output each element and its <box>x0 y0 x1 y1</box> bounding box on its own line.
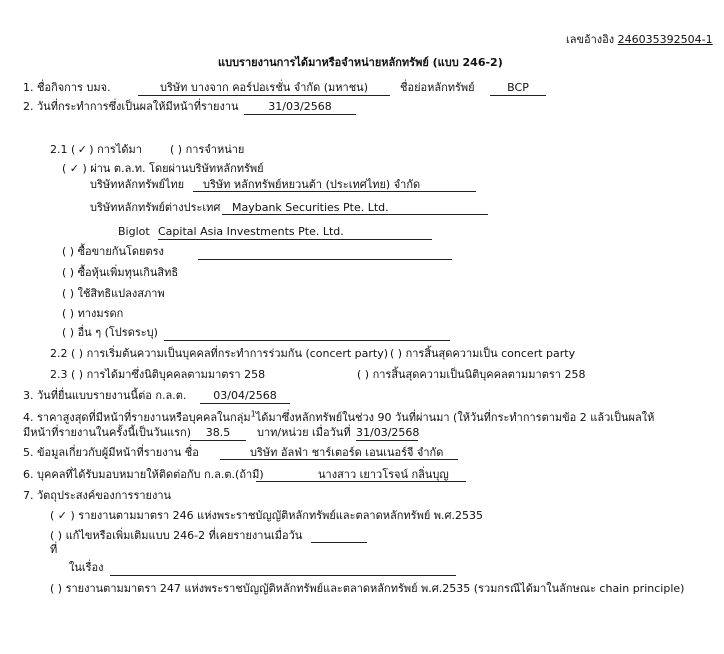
foreign-broker-value: Maybank Securities Pte. Ltd. <box>222 201 488 215</box>
price-date: 31/03/2568 <box>356 426 420 439</box>
item4-line1: 4. ราคาสูงสุดที่มีหน้าที่รายงานหรือบุคคลในกลุ่ม$^1$ได้มาซึ่งหลักทรัพย์ในช่วง 90 วันที่ผ่านมา (ให้วันที่กระทำการตามข้อ 2 แล้วเป็นผลให้ <box>23 409 655 424</box>
option-excess-rights[interactable]: ( ) ซื้อหุ้นเพิ่มทุนเกินสิทธิ <box>62 266 179 279</box>
option-concert-end[interactable]: ( ) การสิ้นสุดความเป็น concert party <box>390 347 576 360</box>
option-other[interactable]: ( ) อื่น ๆ (โปรดระบุ) <box>62 326 158 339</box>
option-conversion[interactable]: ( ) ใช้สิทธิแปลงสภาพ <box>62 287 165 300</box>
item2-label: 2. วันที่กระทำการซึ่งเป็นผลให้มีหน้าที่รายงาน <box>23 100 239 113</box>
check-icon: ✓ <box>77 143 87 156</box>
option-direct-trade[interactable]: ( ) ซื้อขายกันโดยตรง <box>62 245 164 258</box>
biglot-label: Biglot <box>118 225 150 238</box>
item3-label: 3. วันที่ยื่นแบบรายงานนี้ต่อ ก.ล.ต. <box>23 389 187 402</box>
reference-number: เลขอ้างอิง 246035392504-1 <box>566 33 713 46</box>
option-acquire[interactable]: 2.1 ( ✓ ) การได้มา <box>50 143 142 156</box>
amend-date-field <box>311 528 367 543</box>
option-concert-start[interactable]: 2.2 ( ) การเริ่มต้นความเป็นบุคคลที่กระทำการร่วมกัน (concert party) <box>50 347 389 360</box>
subject-field <box>110 561 456 576</box>
amend-continued: ที่ <box>50 543 58 556</box>
option-section-247[interactable]: ( ) รายงานตามมาตรา 247 แห่งพระราชบัญญัติหลักทรัพย์และตลาดหลักทรัพย์ พ.ศ.2535 (รวมกรณีได้มาในลักษณะ chain principle) <box>50 582 685 595</box>
highest-price: 38.5 <box>190 426 246 441</box>
reference-number-value: 246035392504-1 <box>617 33 713 46</box>
option-inheritance[interactable]: ( ) ทางมรดก <box>62 307 124 320</box>
item3-date: 03/04/2568 <box>200 389 290 404</box>
option-dispose[interactable]: ( ) การจำหน่าย <box>170 143 245 156</box>
contact-name: นางสาว เยาวโรจน์ กลิ่นบุญ <box>256 468 466 482</box>
company-name: บริษัท บางจาก คอร์ปอเรชั่น จำกัด (มหาชน) <box>138 81 390 96</box>
option-section-246[interactable]: ( ✓ ) รายงานตามมาตรา 246 แห่งพระราชบัญญัติหลักทรัพย์และตลาดหลักทรัพย์ พ.ศ.2535 <box>50 509 483 522</box>
reporter-name: บริษัท อัลฟ่า ชาร์เตอร์ด เอนเนอร์จี จำกัด <box>220 446 458 460</box>
option-258-start[interactable]: 2.3 ( ) การได้มาซึ่งนิติบุคคลตามมาตรา 258 <box>50 368 266 381</box>
item7-label: 7. วัตถุประสงค์ของการรายงาน <box>23 489 172 502</box>
biglot-value: Capital Asia Investments Pte. Ltd. <box>158 225 432 240</box>
item4-line2: มีหน้าที่รายงานในครั้งนี้เป็นวันแรก) <box>23 426 192 439</box>
other-specify-field <box>164 326 450 341</box>
item1-label: 1. ชื่อกิจการ บมจ. <box>23 81 111 94</box>
unit-label: บาท/หน่วย เมื่อวันที่ <box>257 426 351 439</box>
option-258-end[interactable]: ( ) การสิ้นสุดความเป็นนิติบุคคลตามมาตรา 258 <box>357 368 586 381</box>
thai-broker-label: บริษัทหลักทรัพย์ไทย <box>90 178 185 191</box>
foreign-broker-label: บริษัทหลักทรัพย์ต่างประเทศ <box>90 201 221 214</box>
option-amend[interactable]: ( ) แก้ไขหรือเพิ่มเติมแบบ 246-2 ที่เคยรายงานเมื่อวัน <box>50 529 303 542</box>
item5-label: 5. ข้อมูลเกี่ยวกับผู้มีหน้าที่รายงาน ชื่อ <box>23 446 199 459</box>
direct-trade-field <box>198 245 452 260</box>
thai-broker-value: บริษัท หลักทรัพย์หยวนต้า (ประเทศไทย) จำกัด <box>193 178 476 192</box>
page-title: แบบรายงานการได้มาหรือจำหน่ายหลักทรัพย์ (แบบ 246-2) <box>218 56 503 69</box>
subject-label: ในเรื่อง <box>69 561 104 574</box>
symbol-value: BCP <box>490 81 546 96</box>
item2-date: 31/03/2568 <box>244 100 356 115</box>
item6-label: 6. บุคคลที่ได้รับมอบหมายให้ติดต่อกับ ก.ล.ต.(ถ้ามี) <box>23 468 264 481</box>
option-via-broker[interactable]: ( ✓ ) ผ่าน ต.ล.ท. โดยผ่านบริษัทหลักทรัพย์ <box>62 162 264 175</box>
symbol-label: ชื่อย่อหลักทรัพย์ <box>400 81 475 94</box>
